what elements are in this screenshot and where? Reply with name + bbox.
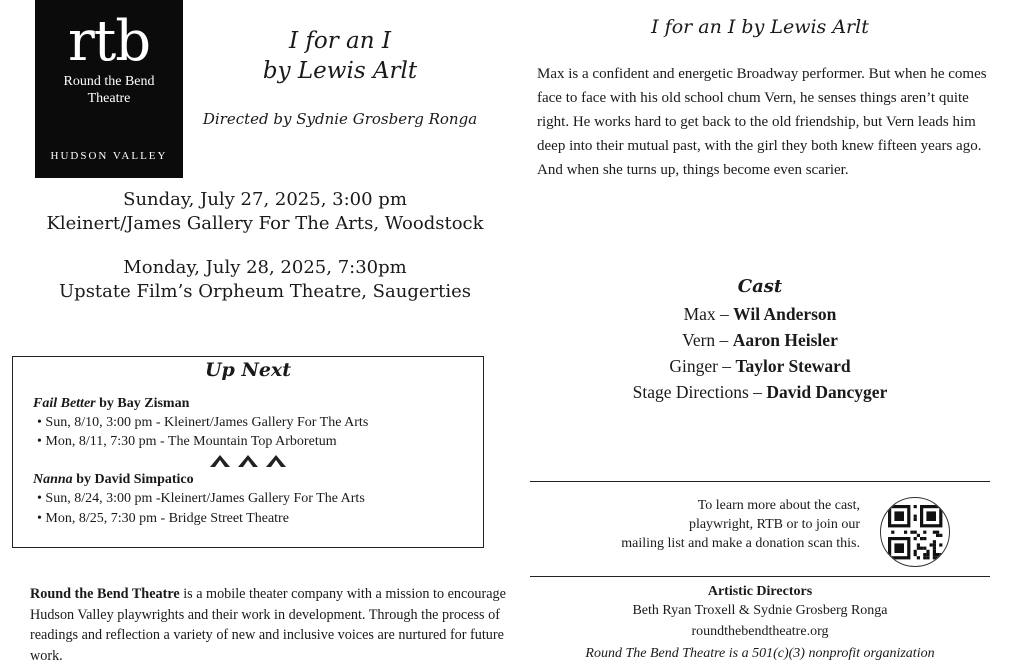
artistic-directors-heading: Artistic Directors: [707, 584, 813, 599]
show-title: Fail Better by Bay Zisman: [33, 396, 190, 411]
cast-row: Max – Wil Anderson: [683, 304, 837, 324]
ornament-divider: [13, 454, 483, 471]
cast-row: Vern – Aaron Heisler: [682, 330, 838, 350]
synopsis-title: I for an I by Lewis Arlt: [651, 16, 869, 38]
tent-ornament-icon: [208, 454, 288, 468]
up-next-box: [12, 356, 484, 548]
performance-1: [20, 188, 510, 236]
performance-date: Monday, July 28, 2025, 7:30pm: [123, 257, 407, 278]
cast-heading: Cast: [737, 276, 783, 297]
divider: [530, 576, 990, 577]
performance-date: Sunday, July 27, 2025, 3:00 pm: [123, 189, 407, 210]
about-paragraph: Round the Bend Theatre is a mobile theater company with a mission to encourage Hudson Valley playwrights and their work in development. Through the process of readings and reflection a variety of new and inclusive voices are nurtured for future work.: [30, 586, 506, 664]
learn-more-text: To learn more about the cast, playwright, RTB or to join our mailing list and make a donation scan this.: [621, 498, 860, 551]
show-date-line: • Sun, 8/24, 3:00 pm -Kleinert/James Gallery For The Arts: [37, 491, 365, 506]
logo-mark: rtb: [67, 9, 151, 74]
up-next-heading: Up Next: [204, 359, 292, 381]
nonprofit-statement: Round The Bend Theatre is a 501(c)(3) nonprofit organization: [585, 646, 935, 661]
theatre-logo: [35, 0, 183, 178]
divider: [530, 481, 990, 482]
show-date-line: • Sun, 8/10, 3:00 pm - Kleinert/James Gallery For The Arts: [37, 415, 369, 430]
performance-venue: Kleinert/James Gallery For The Arts, Woodstock: [46, 213, 484, 234]
logo-region: HUDSON VALLEY: [50, 150, 168, 162]
play-title: I for an I by Lewis Arlt: [262, 28, 418, 84]
show-title: Nanna by David Simpatico: [33, 472, 194, 487]
performance-2: [20, 256, 510, 304]
show-date-line: • Mon, 8/11, 7:30 pm - The Mountain Top Arboretum: [37, 434, 337, 449]
synopsis-text: Max is a confident and energetic Broadway performer. But when he comes face to face with his old school chum Vern, he senses things aren’t quite right. He works hard to get back to the old friendship, but Vern leads him deep into their mutual past, with the girl they both knew fifteen years ago. And when she turns up, things become even scarier.: [537, 66, 987, 178]
cast-row: Stage Directions – David Dancyger: [632, 382, 888, 402]
performance-venue: Upstate Film’s Orpheum Theatre, Saugerties: [59, 281, 471, 302]
qr-pattern: [881, 498, 949, 566]
director-credit: Directed by Sydnie Grosberg Ronga: [202, 110, 478, 128]
show-date-line: • Mon, 8/25, 7:30 pm - Bridge Street Theatre: [37, 511, 289, 526]
logo-name: Round the Bend Theatre: [63, 74, 155, 106]
website-link[interactable]: roundthebendtheatre.org: [691, 624, 829, 639]
artistic-directors-names: Beth Ryan Troxell & Sydnie Grosberg Ronga: [632, 603, 888, 618]
cast-row: Ginger – Taylor Steward: [669, 356, 851, 376]
qr-code-icon[interactable]: [880, 497, 950, 567]
